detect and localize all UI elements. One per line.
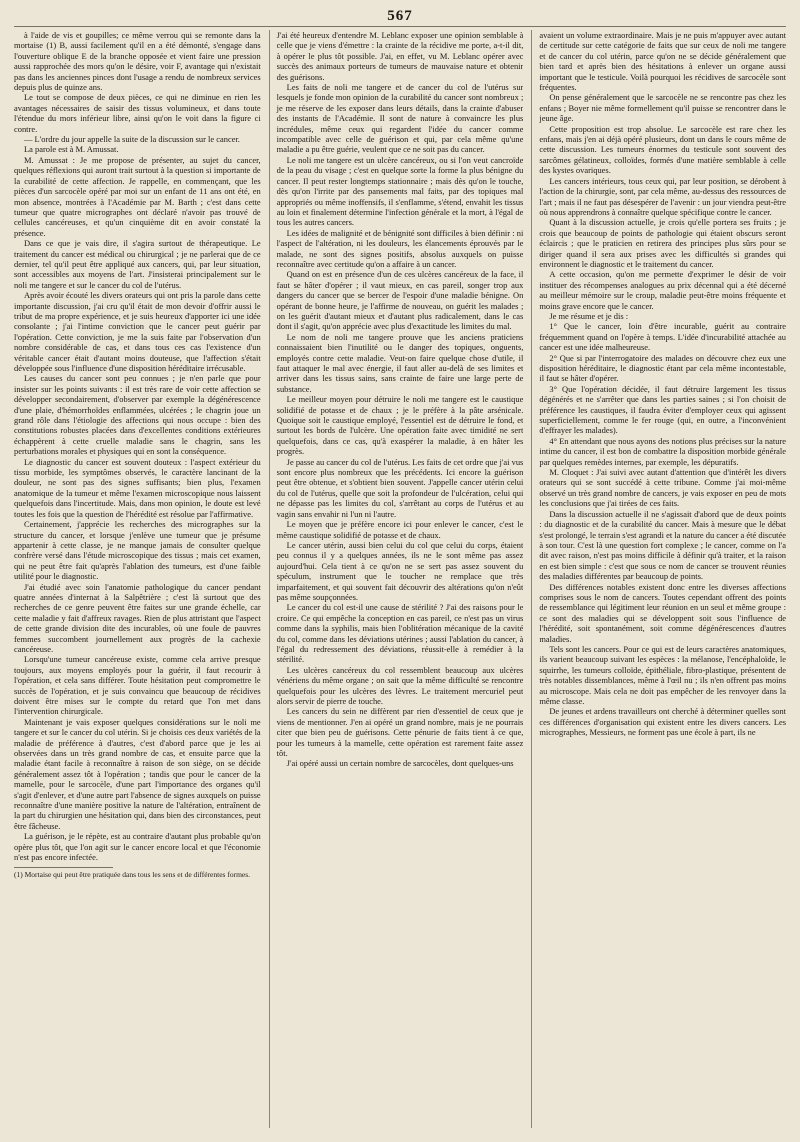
paragraph: Le tout se compose de deux pièces, ce qui ne diminue en rien les avantages nécessaires de saisir des tissus volumineux, et dans toute l'étendue du mors inférieur libre, ainsi qu'on le voit dans la figure ci contre. (14, 92, 261, 134)
paragraph: — L'ordre du jour appelle la suite de la discussion sur le cancer. (24, 134, 240, 145)
paragraph: A cette occasion, qu'on me permette d'exprimer le désir de voir instituer des récompenses analogues au prix décennal qui a été décerné au meilleur mémoire sur le croup, maladie peut-être moins fréquente et moins grave encore que le cancer. (539, 269, 787, 311)
paragraph: La guérison, je le répète, est au contraire d'autant plus probable qu'on opère plus tôt, que l'on agit sur le cancer encore local et que l'économie n'est pas encore infectée. (14, 831, 261, 863)
text-columns (14, 30, 786, 1128)
paragraph: Le noli me tangere est un ulcère cancéreux, ou si l'on veut cancroïde de la peau du visage ; c'est en quelque sorte la forme la plus bénigne du cancer. Il peut rester longtemps stationnaire ; mais dès qu'on le touche, dès qu'on l'irrite par des pansements mal faits, par des topiques mal appropriés ou même inoffensifs, il s'enflamme, s'étend, envahit les tissus au loin et finalement détermine l'infection générale et la mort, à l'égal de tous les autres cancers. (276, 154, 524, 228)
paragraph: On pense généralement que le sarcocèle ne se rencontre pas chez les enfans ; Boyer nie même formellement qu'il puisse se rencontrer dans le jeune âge. (539, 92, 787, 124)
paragraph: Dans ce que je vais dire, il s'agira surtout de thérapeutique. Le traitement du cancer est médical ou chirurgical ; je ne parlerai que de ce dernier, tel qu'il peut être appliqué aux cancers, qui, par leur situation, sont accessibles aux moyens de l'art. J'insisterai principalement sur le noli me tangere et sur le cancer du col de l'utérus. (14, 238, 261, 290)
paragraph: 4° En attendant que nous ayons des notions plus précises sur la nature intime du cancer, il est bon de combattre la disposition morbide générale par quelques remèdes internes, par exemple, les dépuratifs. (539, 435, 787, 467)
paragraph: Les idées de malignité et de bénignité sont difficiles à bien définir : ni l'aspect de l'altération, ni les douleurs, les élancements éprouvés par le malade, ne sont des signes positifs, absolus auxquels on puisse reconnaître avec certitude qu'on a affaire à un cancer. (276, 227, 524, 269)
paragraph: Je passe au cancer du col de l'utérus. Les faits de cet ordre que j'ai vus sont encore plus nombreux que les précédents. Ici encore la guérison peut être obtenue, et s'obtient bien souvent. J'appelle cancer utérin celui du col de l'utérus, quelle que soit la profondeur de l'ulcération, celui qui ne dépasse pas les limites du col, s'arrêtant au corps de l'utérus et au vagin sans envahir ni l'un ni l'autre. (276, 456, 524, 519)
paragraph: Après avoir écouté les divers orateurs qui ont pris la parole dans cette importante discussion, j'ai cru qu'il était de mon devoir d'offrir aussi le tribut de ma propre expérience, et je suis heureux d'apporter ici une idée consolante ; j'ai l'intime conviction que le cancer peut guérir par l'opération. Cette conviction, je me la suis faite par l'observation d'un nombre considérable de cas, et dans tous ces cas l'existence d'un véritable cancer était d'autant moins douteuse, que l'affection s'était développée sous l'influence d'une disposition héréditaire irrécusable. (14, 290, 261, 373)
paragraph: Les ulcères cancéreux du col ressemblent beaucoup aux ulcères vénériens du même organe ; on sait que la même difficulté se rencontre quelquefois pour les ulcères des lèvres. Le traitement mercuriel peut alors servir de pierre de touche. (276, 664, 524, 706)
paragraph: 1° Que le cancer, loin d'être incurable, guérit au contraire fréquemment quand on l'opère à temps. L'idée d'incurabilité attachée au cancer est une idée malheureuse. (539, 321, 787, 353)
column-right (531, 30, 786, 1128)
paragraph: J'ai étudié avec soin l'anatomie pathologique du cancer pendant quatre années d'internat à la Salpêtrière ; c'est là surtout que des recherches de ce genre peuvent être faites sur une grande échelle, car cette maladie y fait d'affreux ravages. Rien de plus attristant que l'aspect de cette grande division dite des incurables, où une foule de pauvres femmes succombent journellement aux progrès de la cachexie cancéreuse. (14, 581, 261, 654)
paragraph: à l'aide de vis et goupilles; ce même verrou qui se remonte dans la mortaise (1) B, aussi facilement qu'il en a été démonté, s'engage dans l'ouverture oblique E de la branche opposée et vient faire une pression aussi rapprochée des mors qu'on le désire, voir F, avantage qui n'existait pas dans les anciennes pinces dont l'usage a rendu de nombreux services depuis plus de quinze ans. (14, 30, 261, 93)
paragraph: Le cancer du col est-il une cause de stérilité ? J'ai des raisons pour le croire. Ce qui empêche la conception en cas pareil, ce n'est pas un virus comme dans la syphilis, mais bien l'oblitération mécanique de la cavité du col, comme dans les déviations utérines ; aussi l'ablation du cancer, à l'égal du redressement des déviations, réussit-elle à remédier à la stérilité. (276, 602, 524, 665)
paragraph: Le cancer utérin, aussi bien celui du col que celui du corps, étaient peu connus il y a quelques années, ils ne le sont même pas assez aujourd'hui. Cela tient à ce qu'on ne se sert pas assez souvent du spéculum, instrument que le toucher ne remplace que très imparfaitement, et qui souvent fait découvrir des altérations qu'on n'eût pas même soupçonnées. (276, 539, 524, 602)
paragraph: J'ai été heureux d'entendre M. Leblanc exposer une opinion semblable à celle que je viens d'émettre : la crainte de la récidive me porte, a-t-il dit, à opérer le plus tôt possible. J'ai, en effet, vu M. Leblanc opérer avec succès des animaux porteurs de tumeurs de mauvaise nature et obtenir des guérisons. (276, 30, 524, 82)
paragraph: Le nom de noli me tangere prouve que les anciens praticiens connaissaient bien l'inutilité ou le danger des topiques, onguents, employés contre cette maladie. Veut-on faire quelque chose d'utile, il faut attaquer le mal avec énergie, il faut aller au-delà de ses limites et arriver dans les tissus sains, sans crainte de faire une large perte de substance. (276, 331, 524, 394)
footnote: (1) Mortaise qui peut être pratiquée dans tous les sens et de différentes formes. (14, 869, 251, 879)
column-middle (269, 30, 524, 1128)
paragraph: Cette proposition est trop absolue. Le sarcocèle est rare chez les enfans, mais j'en ai déjà opéré plusieurs, dont un dans le cours même de cette discussion. Les tumeurs énormes du testicule sont souvent des sarcômes gélatineux, colloïdes, formés d'une matière semblable à celle des kystes ovariques. (539, 123, 787, 176)
paragraph: 3° Que l'opération décidée, il faut détruire largement les tissus dégénérés et ne s'arrêter que dans les parties saines ; si l'on choisit de préférence les caustiques, il faudra éviter d'employer ceux qui agissent superficiellement, comme le fer rouge (qui, en outre, a l'inconvénient d'effrayer les malades). (539, 383, 787, 436)
paragraph: Des différences notables existent donc entre les diverses affections comprises sous le nom de cancers. Toutes cependant offrent des points de ressemblance qui légitiment leur réunion en un seul et même groupe : ce sont des maladies qui se développent soit sous l'influence de l'hérédité, soit spontanément, soit comme dégénérescences d'autres maladies. (539, 581, 787, 644)
paragraph: Quand on est en présence d'un de ces ulcères cancéreux de la face, il faut se hâter d'opérer ; il vaut mieux, en cas pareil, songer trop aux dangers du cancer que se bercer de l'espoir d'une maladie bénigne. On opérant de bonne heure, je l'affirme de nouveau, on guérit les malades ; on les guérit d'autant mieux et d'autant plus radicalement, dans le cas dont il s'agit, qu'on apprécie avec plus d'exactitude les limites du mal. (276, 269, 524, 332)
paragraph: Tels sont les cancers. Pour ce qui est de leurs caractères anatomiques, ils varient beaucoup suivant les espèces : la mélanose, l'encéphaloïde, le squirrhe, les tumeurs colloïde, épithéliale, fibro-plastique, présentent de très notables dissemblances, même à l'œil nu ; ils n'en offrent pas moins au microscope. Mais cela ne doit pas empêcher de les renvoyer dans la même classe. (539, 643, 787, 706)
paragraph: Les cancers du sein ne diffèrent par rien d'essentiel de ceux que je viens de mentionner. J'en ai opéré un grand nombre, mais je ne pourrais citer que bien peu de guérisons. Cette pénurie de faits tient à ce que, pour les tumeurs à la mamelle, cette opération est rarement faite assez tôt. (276, 706, 524, 759)
column-left (14, 30, 261, 1128)
paragraph: 2° Que si par l'interrogatoire des malades on découvre chez eux une disposition héréditaire, le diagnostic étant par cela même incontestable, il faut se hâter d'opérer. (539, 352, 787, 384)
header-rule (14, 26, 786, 27)
paragraph: Je me résume et je dis : (549, 310, 629, 321)
paragraph: J'ai opéré aussi un certain nombre de sarcocèles, dont quelques-uns (286, 758, 514, 769)
paragraph: Les cancers intérieurs, tous ceux qui, par leur position, se dérobent à l'action de la chirurgie, sont, par cela même, au-dessus des ressources de l'art ; mais il ne faut pas désespérer de l'avenir : un jour viendra peut-être où nous apprendrons à connaître quelque spécifique contre le cancer. (539, 175, 787, 217)
paragraph: Certainement, j'apprécie les recherches des micrographes sur la structure du cancer, et lorsque j'enlève une tumeur que je présume appartenir à cette classe, je ne manque jamais de consulter quelque confrère versé dans l'étude microscopique des tissus ; mais cet examen, qui ne peut être fait qu'après l'ablation des tumeurs, est d'une faible utilité pour le diagnostic. (14, 519, 261, 582)
paragraph: avaient un volume extraordinaire. Mais je ne puis m'appuyer avec autant de certitude sur cette catégorie de faits que sur ceux de noli me tangere et de cancer du col utérin, parce qu'on ne se décide généralement que bien tard et après bien des hésitations à enlever un organe aussi important que le testicule. Voilà pourquoi les récidives de sarcocèle sont fréquentes. (539, 30, 787, 93)
paragraph: Les causes du cancer sont peu connues ; je n'en parle que pour insister sur les points suivants : il est très rare de voir cette affection se développer secondairement, d'observer par exemple la dégénérescence d'une plaie, d'hémorrhoïdes enflammées, ulcérées ; le chagrin joue un grand rôle dans l'étiologie des affections qui nous occupe : bien des constitutions robustes placées dans d'excellentes conditions extérieures échappèrent à cette cruelle maladie sans le chagrin, sans les perturbations morales et physiques qui en sont la conséquence. (14, 373, 261, 457)
paragraph: Quant à la discussion actuelle, je crois qu'elle portera ses fruits ; je crois que beaucoup de points de pathologie qui étaient obscurs seront éclaircis ; que le praticien en retirera des principes plus sûrs pour se diriger quand il sera aux prises avec les difficultés si grandes qui environnent le diagnostic et le traitement du cancer. (539, 217, 787, 269)
paragraph: Le moyen que je préfère encore ici pour enlever le cancer, c'est le même caustique solidifié de potasse et de chaux. (276, 519, 524, 540)
footnote-rule (14, 867, 113, 868)
paragraph: Lorsqu'une tumeur cancéreuse existe, comme cela arrive presque toujours, aux moyens employés pour la guérir, il faut recourir à l'opération, et cela sans différer. Toute hésitation peut compromettre le succès de l'opération, et je suis convaincu que beaucoup de récidives doivent être mises sur le compte du retard que l'on met dans l'intervention chirurgicale. (14, 654, 261, 717)
paragraph: De jeunes et ardens travailleurs ont cherché à déterminer quelles sont ces différences d'organisation qui existent entre les divers cancers. Les micrographes, Messieurs, ne forment pas une école à part, ils ne (539, 706, 787, 738)
paragraph: Le meilleur moyen pour détruire le noli me tangere est le caustique solidifié de potasse et de chaux ; je le préfère à la pâte arsénicale. Quoique soit le caustique employé, l'essentiel est de détruire le fond, et surtout les bords de l'ulcère. Une opération faite avec timidité ne sert quelquefois, dans ce cas, qu'à exaspérer la maladie, à en hâter les progrès. (276, 394, 524, 457)
paragraph: Dans la discussion actuelle il ne s'agissait d'abord que de deux points : du diagnostic et de la curabilité du cancer. Mais à mesure que le débat s'est prolongé, le terrain s'est agrandi et la nature du cancer a été discutée à son tour. C'est là une question fort complexe ; le cancer, comme on l'a dit avec raison, n'est pas moins difficile à définir qu'à traiter, et la raison en est bien simple : c'est que sous ce nom de cancer se trouvent réunies des maladies différentes par beaucoup de points. (539, 508, 787, 582)
paragraph: M. Cloquet : J'ai suivi avec autant d'attention que d'intérêt les divers orateurs qui se sont succédé à cette tribune. Comme j'ai moi-même observé un très grand nombre de cancers, je vais exposer en peu de mots les conclusions que j'ai tirées de ces faits. (539, 467, 787, 509)
paragraph: Le diagnostic du cancer est souvent douteux : l'aspect extérieur du tissu morbide, les symptômes observés, le caractère lancinant de la douleur, ne sont pas des signes suffisants; bien plus, l'examen anatomique de la tumeur et même l'examen microscopique nous laissent quelquefois dans l'incertitude. Mais, dans mon opinion, le doute est levé toutes les fois que la question de l'hérédité est résolue par l'affirmative. (14, 456, 261, 519)
paragraph: M. Amussat : Je me propose de présenter, au sujet du cancer, quelques réflexions qui auront trait surtout à la question si importante de la curabilité de cette affection. Je rappelle, en commençant, que les pièces d'un sarcocèle opéré par moi sur un enfant de 11 ans ont été, en mon absence, montrées à l'Académie par M. Barth ; c'est dans cette tumeur que quatre micrographes ont déclaré n'avoir pas trouvé de cellules cancéreuses, et qu'un cinquième dit en avoir constaté la présence. (14, 154, 261, 238)
paragraph: Les faits de noli me tangere et de cancer du col de l'utérus sur lesquels je fonde mon opinion de la curabilité du cancer sont nombreux ; je me réserve de les exposer dans leurs détails, dans la crainte d'abuser des instants de l'Académie. Il sont de nature à convaincre les plus incrédules, même ceux qui regardent l'idée du cancer comme incompatible avec celle de guérison et qui, par cela même qu'une maladie a pu être guérie, veulent que ce ne soit pas du cancer. (276, 82, 524, 155)
page-number: 567 (387, 8, 413, 24)
paragraph: La parole est à M. Amussat. (24, 144, 119, 155)
paragraph: Maintenant je vais exposer quelques considérations sur le noli me tangere et sur le cancer du col utérin. Si je choisis ces deux variétés de la maladie de préférence à d'autres, c'est d'abord parce que je les ai observées dans un très grand nombre de cas, et ensuite parce que la maladie étant facile à reconnaître à raison de son siège, on se décide généralement assez tôt à l'opération ; tandis que pour le cancer de la mamelle, pour le sarcocèle, d'une part l'importance des organes qu'il s'agit d'enlever, et d'une autre part l'absence de signes auxquels on puisse reconnaître d'une manière positive la nature de l'altération, entraînent de la part du chirurgien une hésitation qui, dans bien des circonstances, peut être fâcheuse. (14, 716, 261, 831)
